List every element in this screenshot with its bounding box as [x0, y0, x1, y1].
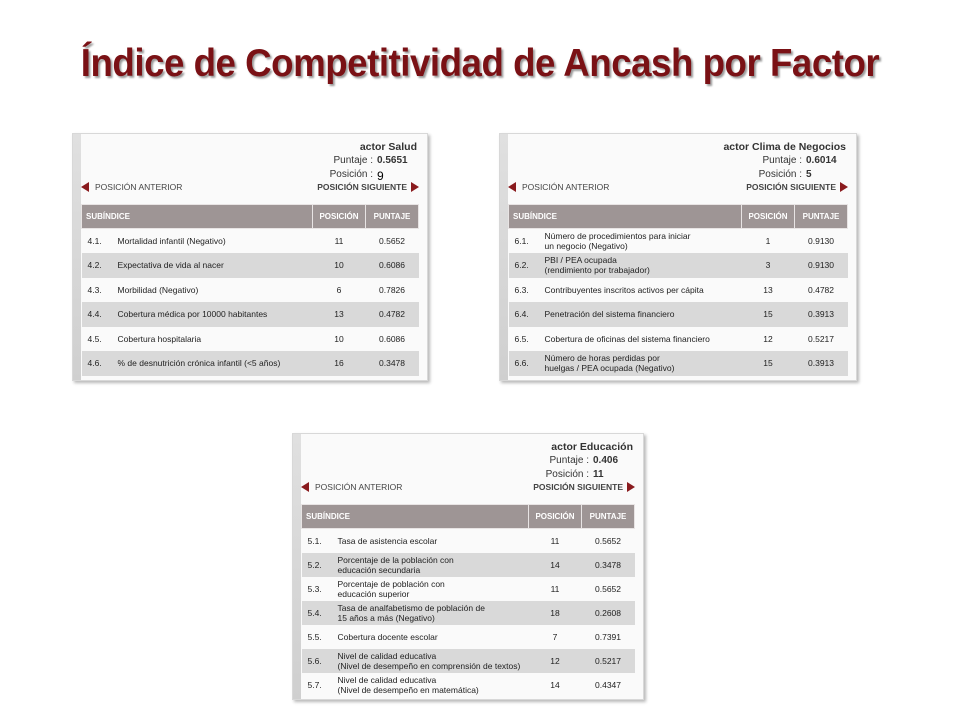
row-label-line: Número de procedimientos para iniciar	[544, 231, 691, 241]
row-puntaje: 0.9130	[795, 253, 848, 278]
row-puntaje: 0.5652	[595, 583, 621, 594]
posicion-label: Posición :	[545, 469, 589, 480]
row-puntaje: 0.3478	[582, 553, 635, 577]
row-label	[335, 529, 529, 553]
prev-position-link[interactable]: POSICIÓN ANTERIOR	[301, 482, 402, 492]
row-posicion: 12	[529, 649, 582, 673]
row-puntaje: 0.4347	[595, 679, 621, 690]
row-number: 5.1.	[307, 535, 322, 546]
row-posicion: 12	[763, 333, 773, 344]
row-posicion: 11	[550, 535, 560, 546]
row-label-line: Tasa de analfabetismo de población de	[337, 602, 485, 613]
col-posicion: POSICIÓN	[529, 505, 582, 529]
row-number: 6.5.	[514, 333, 529, 344]
table-row	[302, 577, 635, 601]
row-label-line: Cobertura hospitalaria	[117, 333, 202, 344]
row-label-line: Porcentaje de la población con	[337, 554, 454, 565]
table-row	[302, 529, 635, 553]
row-number: 4.4.	[82, 302, 115, 327]
row-puntaje: 0.7826	[379, 284, 405, 295]
row-puntaje: 0.6086	[366, 253, 419, 278]
table-row	[509, 302, 848, 327]
row-posicion: 15	[742, 351, 795, 376]
subindex-table	[301, 504, 635, 697]
row-puntaje: 0.3913	[795, 351, 848, 376]
row-number: 4.2.	[82, 253, 115, 278]
row-label	[542, 278, 742, 303]
row-posicion: 13	[763, 284, 773, 295]
row-label	[115, 253, 313, 278]
posicion-label: Posición :	[329, 169, 373, 180]
table-row	[509, 351, 848, 376]
panel-clima-negocios	[499, 133, 857, 381]
col-puntaje: PUNTAJE	[582, 505, 635, 529]
row-number: 5.6.	[302, 649, 335, 673]
arrow-right-icon	[411, 182, 419, 192]
row-label-line: Tasa de asistencia escolar	[337, 535, 438, 546]
row-label	[335, 649, 529, 673]
factor-name: actor Salud	[359, 141, 417, 153]
row-number: 6.6.	[509, 351, 542, 376]
row-label-line: Porcentaje de población con	[337, 578, 445, 589]
puntaje-value: 0.6014	[806, 155, 837, 166]
subindex-table	[508, 204, 848, 376]
row-number: 4.1.	[87, 236, 102, 246]
posicion-value: 11	[593, 469, 604, 480]
factor-header	[723, 140, 846, 182]
row-label-line: Penetración del sistema financiero	[544, 309, 675, 320]
row-label-line: Nivel de calidad educativa	[337, 650, 437, 661]
row-label-line: Mortalidad infantil (Negativo)	[117, 236, 226, 246]
factor-name: actor Educación	[551, 441, 633, 453]
table-row	[302, 673, 635, 697]
row-number: 4.6.	[82, 351, 115, 376]
row-label-line: (Nivel de desempeño en comprensión de textos)	[337, 660, 521, 671]
row-posicion: 14	[529, 553, 582, 577]
row-label	[115, 302, 313, 327]
row-label-line: Contribuyentes inscritos activos per cápita	[544, 284, 704, 295]
row-label-line: % de desnutrición crónica infantil (<5 años)	[117, 358, 281, 369]
panel-salud	[72, 133, 428, 381]
row-label-line: Cobertura docente escolar	[337, 631, 438, 642]
row-number: 4.5.	[87, 333, 102, 344]
row-posicion: 1	[765, 236, 771, 246]
table-row	[509, 253, 848, 278]
row-label-line: un negocio (Negativo)	[544, 241, 628, 251]
table-row	[82, 351, 419, 376]
row-puntaje: 0.2608	[582, 601, 635, 625]
row-posicion: 14	[550, 679, 560, 690]
row-label-line: Número de horas perdidas por	[544, 353, 660, 364]
table-row	[82, 302, 419, 327]
row-label-line: educación superior	[337, 588, 410, 599]
arrow-left-icon	[508, 182, 516, 192]
row-puntaje: 0.6086	[379, 333, 405, 344]
puntaje-label: Puntaje :	[549, 455, 589, 466]
row-posicion: 11	[550, 583, 560, 594]
row-label-line: Expectativa de vida al nacer	[117, 260, 224, 271]
factor-header	[298, 140, 417, 182]
row-puntaje: 0.7391	[595, 631, 621, 642]
table-row	[509, 278, 848, 303]
prev-position-link[interactable]: POSICIÓN ANTERIOR	[508, 182, 609, 192]
row-label	[542, 327, 742, 352]
table-row	[82, 229, 419, 254]
row-label	[335, 577, 529, 601]
row-number: 5.5.	[307, 631, 322, 642]
row-label-line: educación secundaria	[337, 564, 421, 575]
table-row	[82, 278, 419, 303]
row-label	[542, 253, 742, 278]
posicion-label: Posición :	[758, 169, 802, 180]
overlay-number: 9	[377, 169, 384, 183]
row-label-line: huelgas / PEA ocupada (Negativo)	[544, 363, 675, 374]
prev-position-link[interactable]: POSICIÓN ANTERIOR	[81, 182, 182, 192]
col-puntaje: PUNTAJE	[795, 205, 848, 229]
col-subindice: SUBÍNDICE	[82, 205, 313, 229]
row-posicion: 6	[336, 284, 342, 295]
arrow-left-icon	[81, 182, 89, 192]
table-row	[82, 327, 419, 352]
row-puntaje: 0.5217	[582, 649, 635, 673]
row-label	[335, 673, 529, 697]
table-row	[509, 327, 848, 352]
table-row	[302, 649, 635, 673]
row-label-line: (rendimiento por trabajador)	[544, 265, 650, 276]
row-label	[115, 351, 313, 376]
row-puntaje: 0.3913	[795, 302, 848, 327]
row-posicion: 10	[313, 253, 366, 278]
row-puntaje: 0.5652	[379, 236, 405, 246]
row-number: 4.3.	[87, 284, 102, 295]
row-puntaje: 0.9130	[808, 236, 834, 246]
table-row	[302, 553, 635, 577]
row-posicion: 13	[313, 302, 366, 327]
factor-name: actor Clima de Negocios	[723, 141, 846, 153]
panel-educacion	[292, 433, 644, 700]
col-puntaje: PUNTAJE	[366, 205, 419, 229]
col-posicion: POSICIÓN	[313, 205, 366, 229]
factor-header	[514, 440, 633, 482]
row-posicion: 3	[742, 253, 795, 278]
row-puntaje: 0.3478	[366, 351, 419, 376]
subindex-table	[81, 204, 419, 376]
row-number: 5.2.	[302, 553, 335, 577]
row-number: 6.3.	[514, 284, 529, 295]
row-puntaje: 0.5217	[808, 333, 834, 344]
row-label-line: 15 años a más (Negativo)	[337, 612, 435, 623]
row-label	[542, 302, 742, 327]
row-posicion: 7	[552, 631, 558, 642]
row-label	[542, 351, 742, 376]
row-label-line: Nivel de calidad educativa	[337, 674, 437, 685]
next-position-link[interactable]: POSICIÓN SIGUIENTE	[746, 182, 848, 192]
row-label-line: Morbilidad (Negativo)	[117, 284, 199, 295]
row-number: 5.3.	[307, 583, 322, 594]
row-label-line: Cobertura médica por 10000 habitantes	[117, 309, 268, 320]
row-label	[115, 327, 313, 352]
table-row	[82, 253, 419, 278]
row-puntaje: 0.4782	[366, 302, 419, 327]
row-label	[115, 278, 313, 303]
row-puntaje: 0.4782	[808, 284, 834, 295]
row-label-line: Cobertura de oficinas del sistema financiero	[544, 333, 710, 344]
row-label-line: (Nivel de desempeño en matemática)	[337, 684, 479, 695]
puntaje-value: 0.5651	[377, 155, 408, 166]
table-row	[302, 601, 635, 625]
row-label	[115, 229, 313, 254]
table-row	[509, 229, 848, 254]
row-label-line: PBI / PEA ocupada	[544, 255, 617, 266]
row-posicion: 11	[334, 236, 344, 246]
row-label	[335, 553, 529, 577]
row-number: 5.4.	[302, 601, 335, 625]
puntaje-label: Puntaje :	[762, 155, 802, 166]
arrow-right-icon	[840, 182, 848, 192]
row-posicion: 10	[334, 333, 344, 344]
row-label	[335, 601, 529, 625]
col-posicion: POSICIÓN	[742, 205, 795, 229]
puntaje-label: Puntaje :	[333, 155, 373, 166]
next-position-link[interactable]: POSICIÓN SIGUIENTE	[533, 482, 635, 492]
col-subindice: SUBÍNDICE	[509, 205, 742, 229]
row-posicion: 16	[313, 351, 366, 376]
arrow-right-icon	[627, 482, 635, 492]
row-number: 6.4.	[509, 302, 542, 327]
row-label	[335, 625, 529, 649]
row-puntaje: 0.5652	[595, 535, 621, 546]
row-number: 6.1.	[514, 236, 529, 246]
row-posicion: 15	[742, 302, 795, 327]
row-label	[542, 229, 742, 254]
next-position-link[interactable]: POSICIÓN SIGUIENTE	[317, 182, 419, 192]
col-subindice: SUBÍNDICE	[302, 505, 529, 529]
row-number: 5.7.	[307, 679, 322, 690]
arrow-left-icon	[301, 482, 309, 492]
row-posicion: 18	[529, 601, 582, 625]
table-row	[302, 625, 635, 649]
puntaje-value: 0.406	[593, 455, 619, 466]
row-number: 6.2.	[509, 253, 542, 278]
posicion-value: 5	[806, 169, 812, 180]
slide-title: Índice de Competitividad de Ancash por Factor	[80, 42, 880, 85]
